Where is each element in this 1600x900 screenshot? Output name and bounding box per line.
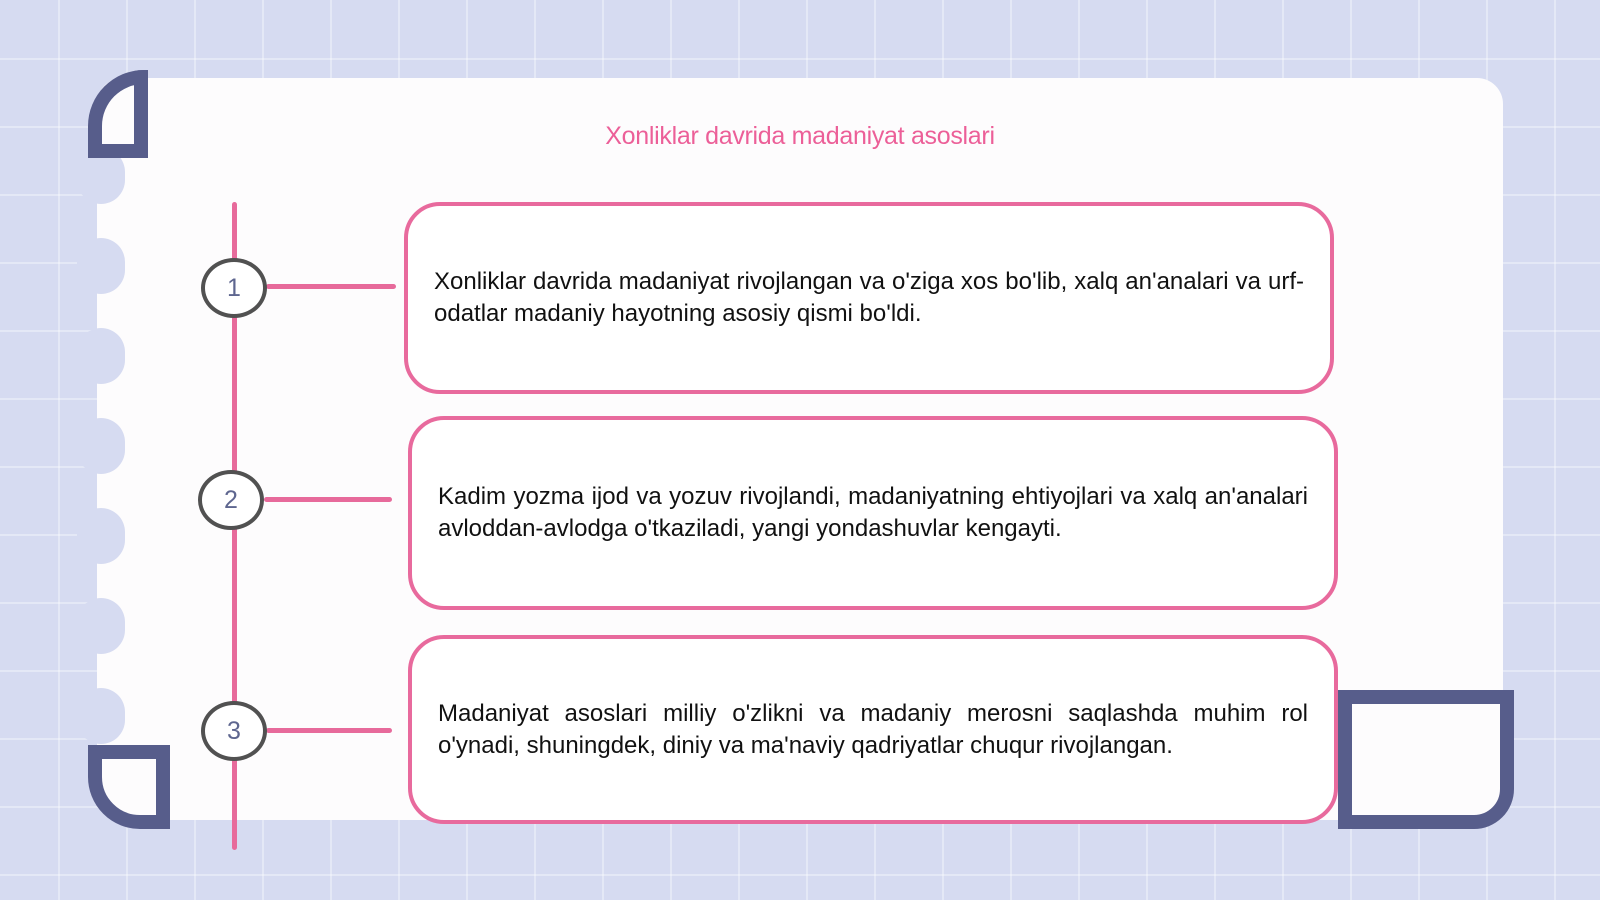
step-number: 1 bbox=[227, 273, 241, 302]
card-notch bbox=[77, 688, 125, 744]
connector-line bbox=[266, 728, 392, 733]
step-number: 2 bbox=[224, 485, 238, 514]
slide-title: Xonliklar davrida madaniyat asoslari bbox=[605, 122, 995, 150]
card-notch bbox=[77, 508, 125, 564]
step-text: Kadim yozma ijod va yozuv rivojlandi, madaniyatning ehtiyojlari va xalq an'analari avloddan-avlodga o'tkaziladi, yangi yondashuvlar kengayti. bbox=[438, 483, 1308, 542]
card-notch bbox=[77, 598, 125, 654]
corner-bracket-top-left bbox=[88, 70, 148, 158]
step-number: 3 bbox=[227, 716, 241, 745]
connector-line bbox=[264, 497, 392, 502]
step-box bbox=[408, 635, 1338, 824]
step-text: Madaniyat asoslari milliy o'zlikni va madaniy merosni saqlashda muhim rol o'ynadi, shuningdek, diniy va ma'naviy qadriyatlar chuqur rivojlangan. bbox=[438, 699, 1308, 759]
card-notch bbox=[77, 238, 125, 294]
step-text: Xonliklar davrida madaniyat rivojlangan va o'ziga xos bo'lib, xalq an'analari va urf-odatlar madaniy hayotning asosiy qismi bo'ldi. bbox=[434, 268, 1304, 327]
step-number-circle bbox=[201, 258, 267, 318]
step-box bbox=[408, 416, 1338, 610]
connector-line bbox=[266, 284, 396, 289]
card-notch bbox=[77, 328, 125, 384]
corner-bracket-bottom-left bbox=[88, 745, 170, 829]
card-notch bbox=[77, 418, 125, 474]
step-number-circle bbox=[198, 470, 264, 530]
step-number-circle bbox=[201, 701, 267, 761]
step-box bbox=[404, 202, 1334, 394]
corner-bracket-bottom-right bbox=[1338, 690, 1514, 829]
